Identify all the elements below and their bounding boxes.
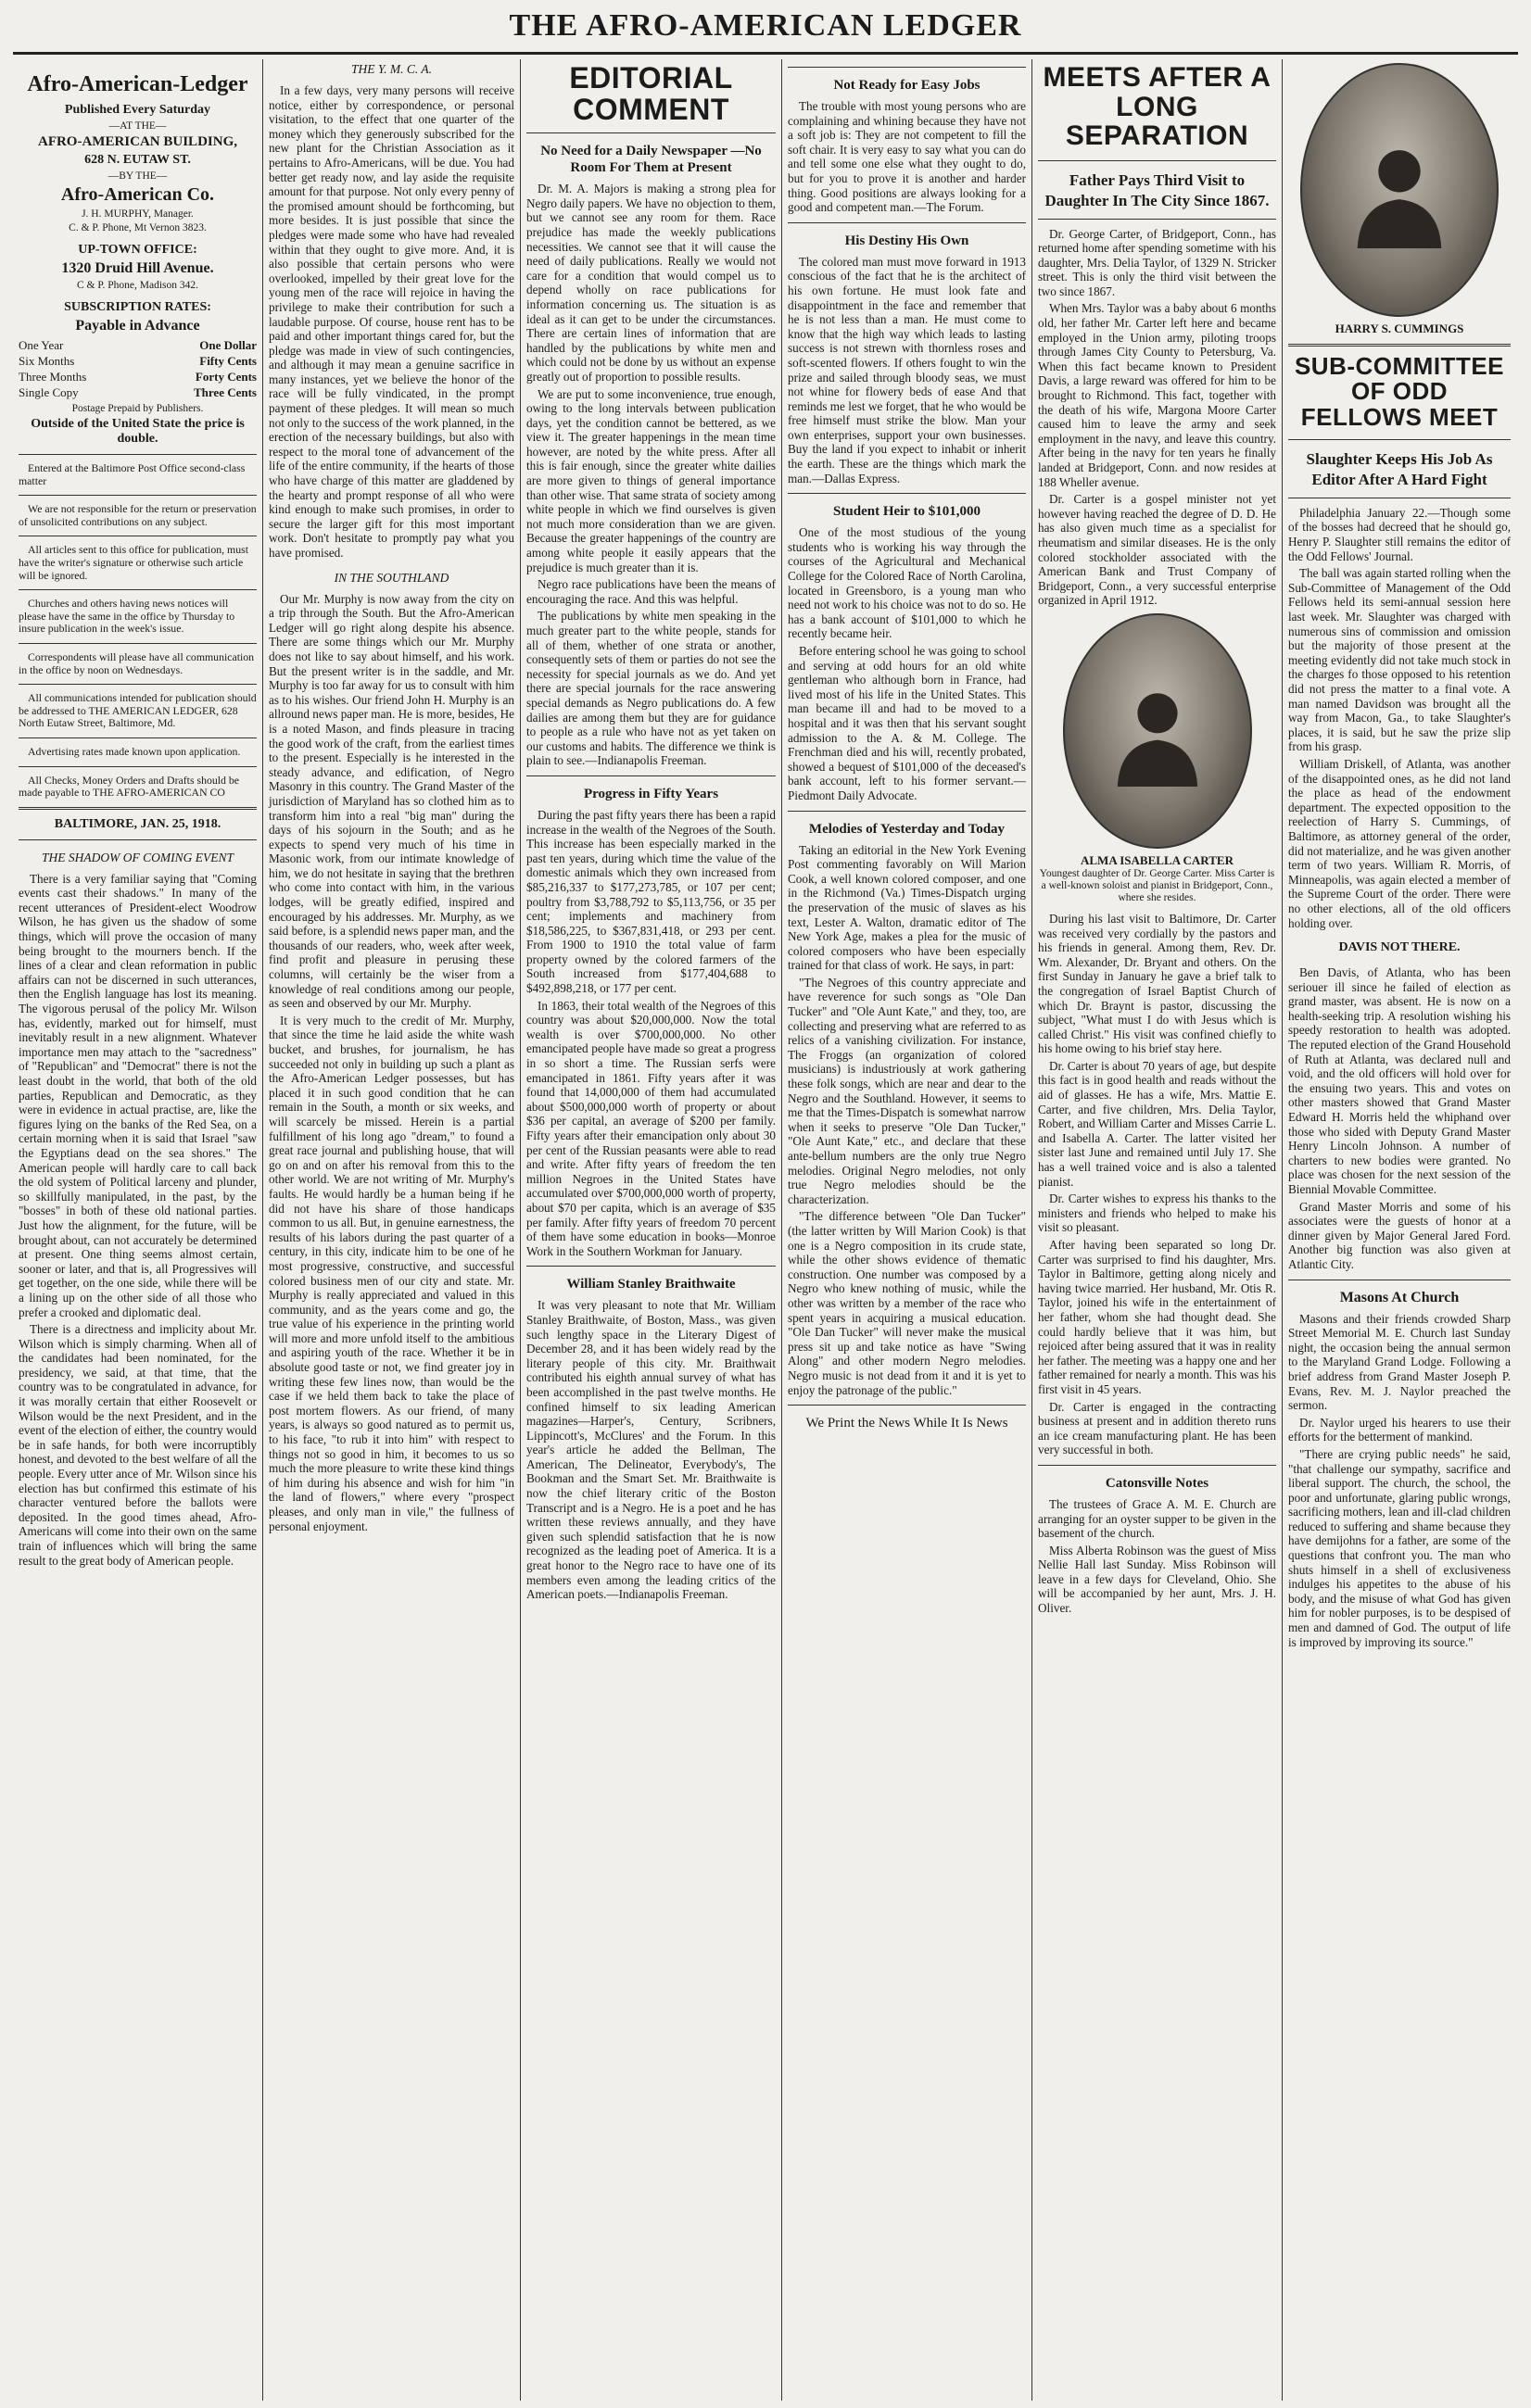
article-paragraph: Dr. M. A. Majors is making a strong plea for Negro daily papers. We have no objection to them, but we cannot see any room for them. Race prejudice has made the weekly publications necessities. We cannot see that it will cause the need of daily publications. Really we would not care for a condition that would compel us to depend wholly on race publications for information concerning us. The situation is as ideal as it can get to be under the circumstances. There are certain lines of information that are handled by the publications by white men and which could not be done by us without an expense greatly out of proportion to possible results. [526,182,776,384]
article-title: Student Heir to $101,000 [833,504,981,520]
article-paragraph: Grand Master Morris and some of his associates were the guests of honor at a dinner given by Major General Jared Ford. Another big function was also given at Atlantic City. [1288,1199,1511,1271]
sidebar-uptown-address: 1320 Druid Hill Avenue. [61,260,214,276]
article-paragraph: There is a very familiar saying that "Coming events cast their shadows." In many of the recent utterances of President-elect Woodrow Wilson, he has given us the shadow of some things, which will prove the occasion of many being brought to the mourners bench. If the lines of a clear and clean reformation in public affairs can not be discerned in such utterances, then the English language has lost its meaning. The vigorous perusal of the policy Mr. Wilson has, evidently, marked out for himself, must inevitably result in a new alignment. Whatever importance men may attach to the "sacredness" of "Republican" and "Democrat" there is not the least doubt in the world, that both of the old parties, Republican and Democratic, as they were in evidence in actual practise, are, like the figures lying on the banks of the Red Sea, on a certain morning when it is said that Israel "saw the Egyptians dead on the sea shores." The American people will hardly care to call back the old system of Political larceny and plunder, so skillfully manipulated, in the past, by the "bosses" in both of these old national parties. Just how the alignment, for the future, will be brought about, can not accurately be determined at present. One thing seems almost certain, sooner or later, and that is, all Progressives will get together, on the one side, while there will be a lining up on the other side of all those who prefer a crooked and diplomatic deal. [19,871,257,1319]
headline: MEETS AFTER A LONG SEPARATION [1043,62,1272,151]
divider [19,766,257,767]
article-paragraph: During his last visit to Baltimore, Dr. Carter was received very cordially by the pastors and his friends in general. Among them, Rev. Dr. Wm. Alexander, Dr. Bryant and others. On the first Sunday in January he gave a brief talk to the congregation of Israel Baptist Church of which Dr. Braynt is pastor, discussing the subject, "What must I do with Jesus which is called Christ." His visit was confined chiefly to his home owing to his brief stay here. [1038,911,1276,1056]
deck: Slaughter Keeps His Job As Editor After A Hard Fight [1306,449,1493,488]
article-paragraph: Dr. Carter wishes to express his thanks to the ministers and friends who helped to make his visit so pleasant. [1038,1191,1276,1235]
divider [526,132,776,133]
article-paragraph: Ben Davis, of Atlanta, who has been seriouer ill since he failed of election as grand master, was absent. He is now on a health-seeking trip. A resolution wishing his speedy restoration to health was adopted. The reputed election of the Grand Household of Ruth at Atlanta, was declared null and void, and the old officers will hold over for the ensuing two years. This and votes on other masters showed that Grand Master Edward H. Morris held the whiphand over those who sided with Deputy Grand Master Henry Lincoln Johnson. A number of charters to new bodies were granted. No place was chosen for the next session of the Biennial Movable Committee. [1288,965,1511,1197]
sidebar-at: —AT THE— [108,120,167,132]
divider [1288,344,1511,347]
headline: SUB-COMMITTEE OF ODD FELLOWS MEET [1294,352,1505,431]
article-title: THE SHADOW OF COMING EVENT [42,850,234,864]
divider [526,775,776,776]
editorial-banner: EDITORIAL COMMENT [569,61,733,126]
divider [1038,160,1276,161]
photo-caption [1288,322,1511,336]
sidebar-sub-title: SUBSCRIPTION RATES: [64,300,211,314]
article-paragraph: In a few days, very many persons will receive notice, either by correspondence, or personal visitation, to the effect that one quarter of the money which they generously subscribed for the new plant for the Christian Association as it pertains to Afro-Americans, will be due. You had better get ready now, and lay aside the requisite amount for that purpose. Not only every penny of the promised amount should be forthcoming, but more besides. It is just possible that since the pledges were made some who have had revealed within that they ought to give more. And, it is also possible that certain persons who were overlooked, impelled by their great love for the young men of the race will rejoice in having the privilege to make their contribution for such a laudable purpose. Of course, house rent has to be paid and other important things cared for, but the pledge was made in view of such contingencies, and although it may mean a genuine sacrifice in many instances, yet we believe the honor of the race will be fully vindicated, in the prompt payment of these pledges. It will mean so much not only to the success of the work planned, in the erection of the necessary buildings, but also with respect to the moral tone of advancement of the life of the entire community, if the hearts of those who have charge of this matter are gladdened by the hearty and prompt response of all who were kind enough to make such promises, in order to secure the larger gift for this most important work. Don't hesitate to promptly pay what you have promised. [269,83,514,560]
article-title: THE Y. M. C. A. [350,62,433,76]
rate-row: Three Months Forty Cents [19,370,257,384]
article-paragraph: Philadelphia January 22.—Though some of the bosses had decreed that he should go, Henry P. Slaughter still remains the editor of the Odd Fellows' Journal. [1288,505,1511,563]
article-title: Catonsville Notes [1105,1475,1209,1491]
person-silhouette-icon [1341,115,1458,265]
article-title: IN THE SOUTHLAND [334,570,449,585]
article-paragraph: During the past fifty years there has been a rapid increase in the wealth of the Negroes of the South. This increase has been especially marked in the past ten years, during which time the value of the domestic animals which they own increased from $85,216,337 to $177,273,785, or 107 per cent; poultry from $3,788,792 to $5,113,756, or 35 per cent; implements and machinery from $18,586,225, to $367,831,418, or 293 per cent. From 1900 to 1910 the total value of farm property owned by the colored farmers of the South increased from $177,404,688 to $492,898,218, or 177 per cent. [526,807,776,996]
article-paragraph: "The Negroes of this country appreciate and have reverence for such songs as "Ole Dan Tucker" and "Ole Aunt Kate," and they, too, are collecting and preserving what are referred to as relics of a vanishing civilization. For instance, The Froggs (an organization of colored musicians) is industriously at work gathering these folk songs, which are near and dear to the Negro and the Southland. However, it seems to me that the Times-Dispatch is somewhat narrow when it seeks to preserve "Ole Dan Tucker," "Ole Aunt Kate," etc., and declare that these ante-bellum numbers are the only true Negro melodies. Original Negro melodies, not only true Negro melodies should be the characterization. [788,975,1026,1206]
article-paragraph: The publications by white men speaking in the much greater part to the white people, stands for all of them, whether of one strata or another, consequently sets of them or parties do not see the necessity for special journals as we do. And yet there are special journals for the race answering special demands as Negro publications do. A few dailies are among them but they are for guidance to people as a rule who have not as yet taken on our customs and habits. The difference we think is plain to see.—Indianapolis Freeman. [526,609,776,768]
article-paragraph: After having been separated so long Dr. Carter was surprised to find his daughter, Mrs. Taylor in Baltimore, getting along nicely and having twice married. Her husband, Mr. Otis R. Taylor, joined his wife in the entertainment of her father, whom she had thought dead. She could hardly believe that it was him, but rejoiced after being assured that it was in reality her father. The meeting was a happy one and her father remained for nearly a month. This was his first visit in 45 years. [1038,1238,1276,1396]
rate-row: Single Copy Three Cents [19,385,257,399]
article-paragraph: Dr. Carter is a gospel minister not yet however having reached the degree of D. D. He has also given much time as a specialist for rheumatism and similar diseases. He is the only colored stockholder associated with the American Bank and Trust Company of Bridgeport, Conn., a very successful enterprise organized in April 1912. [1038,492,1276,608]
divider [526,1266,776,1267]
sidebar-brand: Afro-American-Ledger [27,72,248,96]
notice: All articles sent to this office for publication, must have the writer's signature or otherwise such article will be ignored. [19,543,248,582]
divider [788,493,1026,494]
columns [13,59,1518,2401]
article-paragraph: The trouble with most young persons who are complaining and whining because they have not a soft job is: They are not competent to fill the soft chair. It is very easy to say what you can do and tell some one else what they ought to do, but for you to prove it is another and harder thing. Good positions are always looking for a good and competent man.—The Forum. [788,99,1026,215]
article-title: Not Ready for Easy Jobs [833,78,981,93]
notice: Advertising rates made known upon application. [28,744,241,758]
sidebar-phone: C. & P. Phone, Mt Vernon 3823. [69,222,207,233]
article-paragraph: Dr. Carter is about 70 years of age, but despite this fact is in good health and reads without the aid of glasses. He has a wife, Mrs. Mattie E. Carter, and five children, Mrs. Delia Taylor, Robert, and William Carter and Misses Carrie L. and Isabella A. Carter. The latter visited her sister last June and remained until July 17. She has a well trained voice and is also a talented pianist. [1038,1058,1276,1189]
article-paragraph: Miss Alberta Robinson was the guest of Miss Nellie Hall last Sunday. Miss Robinson will leave in a few days for Cleveland, Ohio. She will be accompanied by her aunt, Mrs. J. H. Oliver. [1038,1543,1276,1616]
article-paragraph: It was very pleasant to note that Mr. William Stanley Braithwaite, of Boston, Mass., was given such lengthy space in the Literary Digest of December 28, and it has been widely read by the literary people of this city. Mr. Braithwait contributed his eighth annual survey of what has been accomplished in the past twelve months. He confined himself to six leading American magazines—Harper's, Century, Scribners, Lippincott's, McClures' and the Forum. In this year's article he added the Bellman, The American, The Delineator, Everybody's, The Bookman and the Smart Set. Mr. Braithwaite is now the chief literary critic of the Boston Transcript and is a Negro. He is a poet and he has written these reviews annually, and they have given such splendid satisfaction that he is now recognized as the leading poet of America. It is a great honor to the Negro race to have one of its members even among the leading critics of the American poets.—Indianapolis Freeman. [526,1298,776,1602]
sidebar-sub-payable: Payable in Advance [75,318,200,334]
divider [19,839,257,840]
person-silhouette-icon [1102,662,1213,801]
divider [788,222,1026,223]
article-paragraph: Dr. Naylor urged his hearers to use their efforts for the betterment of mankind. [1288,1415,1511,1444]
sidebar-building: AFRO-AMERICAN BUILDING, [37,134,237,149]
photo-caption [1038,854,1276,904]
rates-table [19,337,257,400]
article-paragraph: Before entering school he was going to school and serving at odd hours for an old white gentleman who although born in France, had lived most of his life in the United States. This man became ill and had to be moved to a hospital and it was then that his servant sought admission to the A. & M. College. The Frenchman died and his will, recently probated, showed a bequest of $101,000 of the deceased's bank account, left to his former servant.—Piedmont Daily Advocate. [788,644,1026,802]
divider [788,67,1026,68]
column-3 [521,59,782,2401]
masthead-title: THE AFRO-AMERICAN LEDGER [509,8,1022,43]
masthead [13,0,1518,55]
portrait-photo [1063,613,1252,849]
article-paragraph: One of the most studious of the young students who is working his way through the courses of the Agricultural and Mechanical College for the Colored Race of North Carolina, located in Greensboro, is a young man who need not work to his choice was not to do so. He has a bank account of $101,000 to which he recently became heir. [788,525,1026,641]
column-6 [1283,59,1516,2401]
article-title: Melodies of Yesterday and Today [808,821,1006,837]
article-paragraph: Masons and their friends crowded Sharp Street Memorial M. E. Church last Sunday night, the occasion being the annual sermon to the Maryland Grand Lodge. Following a brief address from Grand Master Joseph P. Evans, Rev. M. J. Naylor preached the sermon. [1288,1311,1511,1413]
article-paragraph: "The difference between "Ole Dan Tucker" (the latter written by Will Marion Cook) is that one is a Negro composition in its crude state, while the other shows evidence of thematic construction. One number was composed by a Negro who knew nothing of music, while the other was written by a member of the race who spent years in acquiring a musical education. "Ole Dan Tucker" will never make the musical press sit up and take notice as have "Swing Along" and other modern Negro melodies. Negro music is not dead from it and it is yet to enjoy the patronage of the public." [788,1209,1026,1397]
divider [19,495,257,496]
column-4 [782,59,1032,2401]
column-2 [263,59,521,2401]
article-paragraph: When Mrs. Taylor was a baby about 6 months old, her father Mr. Carter left here and became employed in the Union army, piloting troops through James City County to Petersburg, Va. When this fact became known to President Davis, a large reward was offered for him to be brought to Richmond. This fact, together with the death of his wife, Margona Moore Carter caused him to leave the army and seek employment in the navy, and leave this country. After being in the navy for ten years he finally landed at Bridgeport, Conn. and now resides at 188 Wheller avenue. [1038,301,1276,489]
article-paragraph: The trustees of Grace A. M. E. Church are arranging for an oyster supper to be given in the basement of the church. [1038,1496,1276,1541]
divider [19,589,257,590]
article-title: Masons At Church [1339,1289,1460,1305]
notice: We are not responsible for the return or preservation of unsolicited contributions on any subject. [19,502,257,528]
sidebar-company: Afro-American Co. [60,184,215,205]
article-paragraph: It is very much to the credit of Mr. Murphy, that since the time he laid aside the white wash bucket, and brushes, for journalism, he has succeeded not only in building up such a plant as the Afro-American Ledger possesses, but has placed it in such good condition that he can remain in the South, a month or six weeks, and will scarcely be missed. Herein is a partial fulfillment of his long ago "dream," to found a great race journal and publishing house, that will go on and on after his removal from this to the other world. We are not writing of Mr. Murphy's faults. He would hardly be a human being if he did not have his share of those handicaps common to us all. But, in genuine earnestness, the results of his labors during the past quarter of a century, in this city, indicate him to be one of he most progressive, constructive, and successful colored business men of our city and state. Mr. Murphy is really appreciated and valued in this community, and as the years come and go, the true value of his experience in the printing world will more and more unfold itself to the ambitious and aspiring youth of the race. Whether it be in absolute good taste or not, we find greater joy in writing these few lines now, than would be the case if we held them back to take the place of post mortem flowers. As our friend, of many years, is always so good natured as to permit us, to his face, "to rub it into him" with respect to things not so good in him, it becomes to us so much the more pleasure to write these kind things of him during his absence and wish for him "in the land of flowers," where every "prospect pleases, and only man in vile," the fullness of personal enjoyment. [269,1013,514,1533]
article-title: His Destiny His Own [844,233,969,248]
notice: All Checks, Money Orders and Drafts should be made payable to THE AFRO-AMERICAN CO [19,773,240,800]
dateline: BALTIMORE, JAN. 25, 1918. [54,816,221,831]
footer-slogan: We Print the News While It Is News [805,1416,1008,1431]
notice: Correspondents will please have all communication in the office by noon on Wednesdays. [19,649,255,676]
article-paragraph: We are put to some inconvenience, true enough, owing to the long intervals between publication days, yet the condition cannot be bettered, as we view it. The greater happenings in the mean time however, are noted by the white press. After all this is fair enough, since the greater white dailies are more given to things of general importance than other wise. That same strata of society among white people in which we find ourselves is given not much more consideration than we are given. Because the greater happenings of the country are among white people it easily appears that the prejudice is much greater than it is. [526,386,776,574]
article-paragraph: William Driskell, of Atlanta, was another of the disappointed ones, as he did not land the place as head of the endowment department. The expected opposition to the reelection of Harry S. Cummings, of Baltimore, as attorney general of the order, did not materialize, and he was given another term of two years. William R. Morris, of Minneapolis, was again elected a member of the Supreme Court of the order. There were no other elections, all of the old officers holding over. [1288,756,1511,930]
article-paragraph: Dr. George Carter, of Bridgeport, Conn., has returned home after spending sometime with his daughter, Mrs. Delia Taylor, of 1329 N. Stricker street. This is only the third visit between the two since 1867. [1038,226,1276,298]
column-1 [13,59,263,2401]
column-5 [1032,59,1283,2401]
divider [19,643,257,644]
rate-row: Six Months Fifty Cents [19,354,257,368]
article-paragraph: "There are crying public needs" he said, "that challenge our sympathy, sacrifice and liberal support. The church, the school, the poor and unfortunate, glaring public wrongs, sacrificing mothers, lean and ill-clad children reduced to suffering and shame because they have demijohns for a father, are some of the questions that confront you. The man who shuts himself in a shell of exclusiveness indulges his appetites to the abuse of his body, and the misuse of what God has given him for nobler purposes, is to be despised of men and damned of God. The output of life is improved by improving its source." [1288,1446,1511,1649]
article-title: William Stanley Braithwaite [566,1277,736,1292]
sidebar-outside: Outside of the United State the price is double. [31,417,245,446]
sidebar-by: —BY THE— [108,170,168,182]
divider [1038,219,1276,220]
article-paragraph: There is a directness and implicity about Mr. Wilson which is simply charming. When all of the candidates had been nominated, for the presidency, we said, at that time, that the country was to be congratulated in advance, for it was morally certain that either Roosevelt or Wilson would be the next President, and in the event of the election of either, the country would be in safe hands, for both were incorruptibly honest, and devoted to the best welfare of all the people. Every utter ance of Mr. Wilson since his election has but confirmed this estimate of his character ventured before the ballots were deposited. In the good times ahead, Afro-Americans will come into their own on the same train of influences which will bring the same result to the great body of American people. [19,1322,257,1568]
article-title: Progress in Fifty Years [583,786,719,801]
sidebar-manager: J. H. MURPHY, Manager. [82,208,194,220]
photo-caption-text: Youngest daughter of Dr. George Carter. Miss Carter is a well-known soloist and pianist in Bridgeport, Conn., where she resides. [1039,867,1275,903]
divider [19,454,257,455]
article-paragraph: Our Mr. Murphy is now away from the city on a trip through the South. But the Afro-American Ledger will go right along despite his absence. There are some things which our Mr. Murphy does not like to say about himself, and his work. But the present writer is in the saddle, and Mr. Murphy is too far away for us to consult with him as to his wishes. Our friend John H. Murphy is an allround news paper man. He is more, besides, He is a noted Mason, and finds pleasure in tracing the good work of the craft, from the earliest times to the present. Especially is he interested in the steady advance, and edification, of Negro Masonry in this country. The Grand Master of the jurisdiction of Maryland has so clothed him as to transform him into a real "big man" during the days of his sojourn in the South; and as he expects to spend very much of his time in Masonic work, from our intimate knowledge of him, we do not hesitate in saying that the brethren who come into contact with him, in the various lodges, will be greatly edified, inspired and encouraged by his addresses. Mr. Murphy, as we said before, is a splendid news paper man, and the thousands of our readers, who, week after week, find profit and pleasure in perusing these columns, will certainly be the wiser from a knowledge of real conditions among our people, as seen and observed by our Mr. Murphy. [269,591,514,1011]
divider [1038,1465,1276,1466]
deck: Father Pays Third Visit to Daughter In The City Since 1867. [1044,170,1270,209]
rate-row: One Year One Dollar [19,338,257,352]
divider [1288,439,1511,440]
article-paragraph: Dr. Carter is engaged in the contracting business at present and in addition thereto runs an ice cream manufacturing plant. He has been very successful in both. [1038,1399,1276,1457]
divider [19,807,257,810]
divider [788,811,1026,812]
sidebar-uptown-label: UP-TOWN OFFICE: [78,243,197,257]
sidebar-uptown-phone: C & P. Phone, Madison 342. [77,280,198,291]
divider [19,684,257,685]
sidebar-address: 628 N. EUTAW ST. [84,153,191,167]
notice: All communications intended for publication should be addressed to THE AMERICAN LEDGER, 628 North Eutaw Street, Baltimore, Md. [19,691,257,730]
article-paragraph: The colored man must move forward in 1913 conscious of the fact that he is the architect of his own fortune. He must look fate and disappointment in the face and remember that he is not less than a man. He must come to know that the high way which leads to lasting success is not strewn with thornless roses and soft-scented flowers. If others fought to win the prize and sailed through bloody seas, we must not whine for flowery beds of ease And that reminds me lest we forget, that he who would be free himself must strike the blow. Man your own enterprises, support your own businesses. Buy the land if you expect to inhabit or inherit the earth. These are the things which mark the man.—Dallas Express. [788,254,1026,485]
photo-caption-name: ALMA ISABELLA CARTER [1081,852,1234,867]
article-title: No Need for a Daily Newspaper —No Room For Them at Present [540,144,762,176]
article-paragraph: In 1863, their total wealth of the Negroes of this country was about $20,000,000. Now the total wealth is over $700,000,000. No other emancipated people have made so great a progress in so short a time. The Russian serfs were emancipated in 1861. Fifty years after it was found that 14,000,000 of them had accumulated about $500,000,000 worth of property or about $36 per capital, an average of $200 per family. Fifty years after their emancipation only about 30 per cent of the Russian peasants were able to read and write. After fifty years of freedom the ten million Negroes in the United States have accumulated over $700,000,000 worth of property, about $70 per capita, which is an average of $35 per family. After fifty years of freedom 70 percent of them have some education in books—Monroe Work in the Southern Workman for January. [526,998,776,1258]
article-paragraph: Taking an editorial in the New York Evening Post commenting favorably on Will Marion Cook, a well known colored composer, and one in the Richmond (Va.) Times-Dispatch urging the preservation of the music of slaves as his text, Lester A. Walton, dramatic editor of The New York Age, makes a plea for the music of colored composers who have been especially trained for that class of work. He says, in part: [788,842,1026,973]
portrait-photo [1300,63,1499,317]
subheading: DAVIS NOT THERE. [1338,940,1461,955]
article-paragraph: Negro race publications have been the means of encouraging the race. And this was helpful. [526,577,776,606]
divider [788,1405,1026,1406]
notice: Churches and others having news notices will please have the same in the office by Thursday to insure publication in the week's issue. [19,597,235,636]
sidebar-entered: Entered at the Baltimore Post Office second-class matter [19,461,246,487]
sidebar-postage: Postage Prepaid by Publishers. [71,403,204,414]
photo-caption-name: HARRY S. CUMMINGS [1335,321,1464,335]
article-paragraph: The ball was again started rolling when the Sub-Committee of Management of the Odd Fellows held its semi-annual session here last week. Mr. Slaughter was charged with numerous sins of commission and omission but the majority of those present at the meeting evidently did not take much stock in the charges fo those opposed to his retention did not press the matter to a final vote. A man named Davidson was brought all the way from Macon, Ga., to take Slaughter's places, it is said, but he saw the prize slip from his grasp. [1288,566,1511,754]
sidebar-published: Published Every Saturday [64,103,211,117]
